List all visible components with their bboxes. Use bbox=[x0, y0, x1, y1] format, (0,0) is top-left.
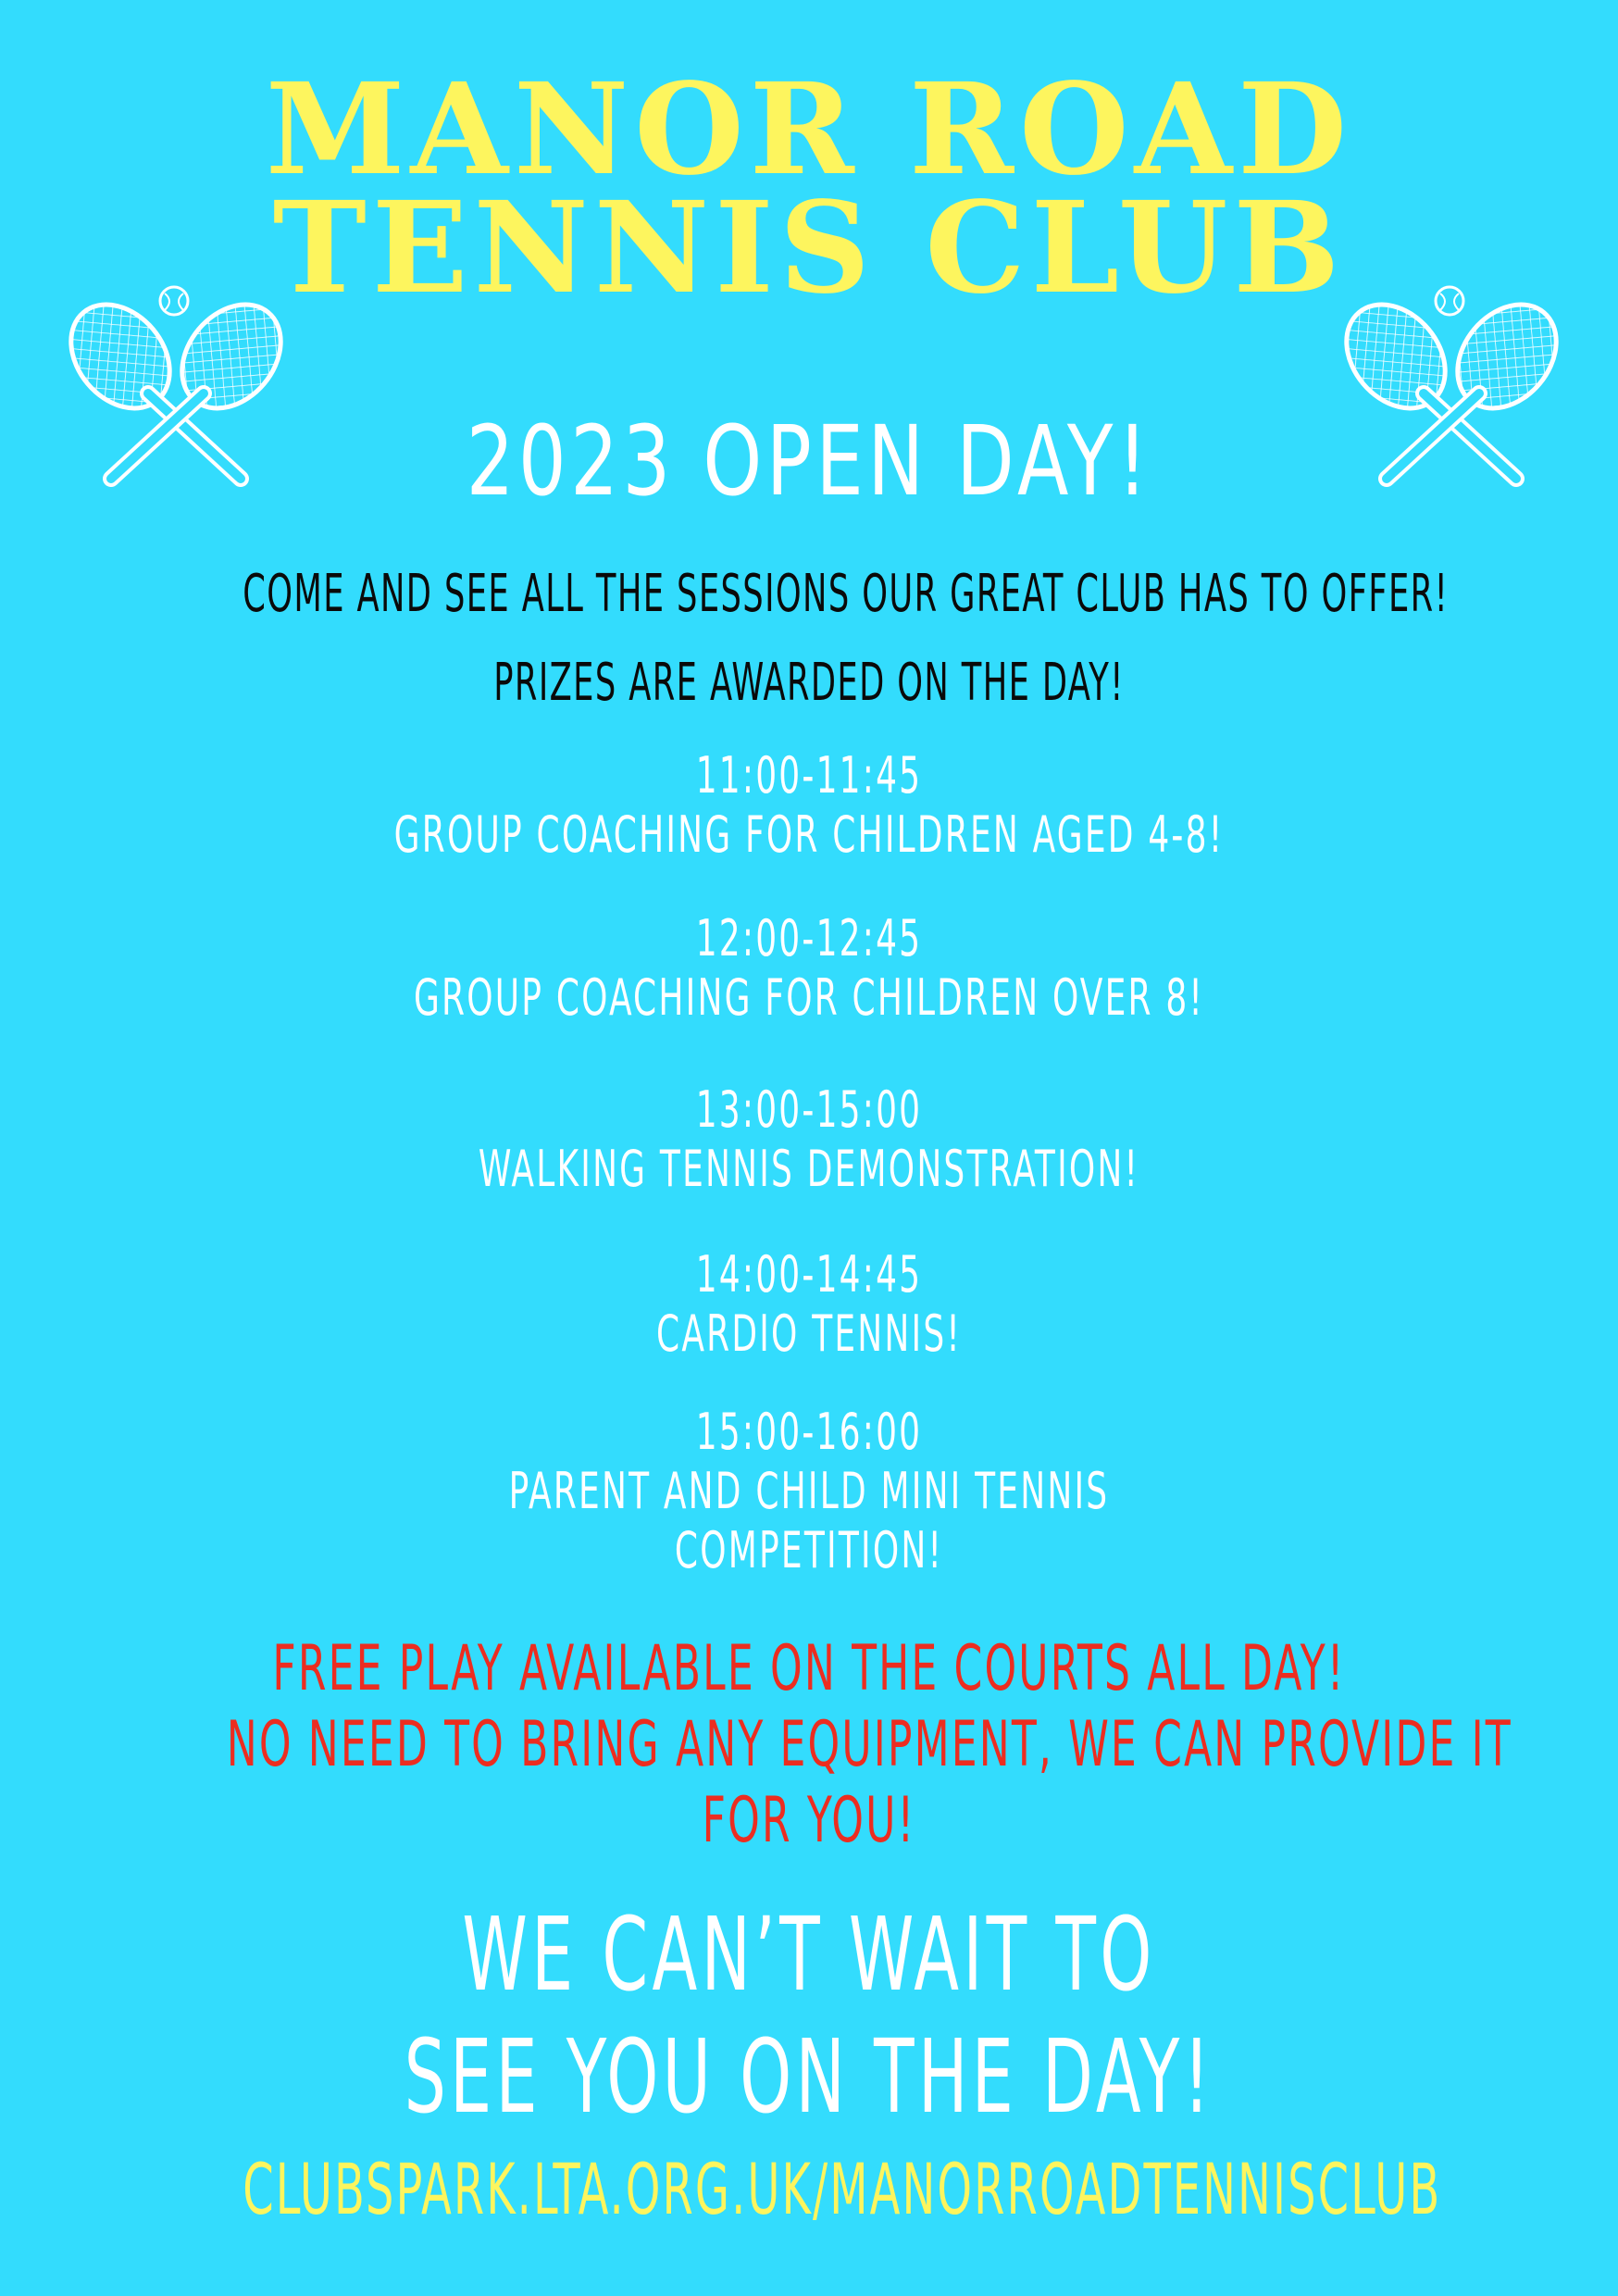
session-item bbox=[0, 746, 1618, 865]
session-time: 15:00-16:00 bbox=[695, 1403, 923, 1461]
session-title: GROUP COACHING FOR CHILDREN AGED 4-8! bbox=[393, 805, 1225, 864]
closing-line-2: SEE YOU ON THE DAY! bbox=[404, 2017, 1214, 2136]
session-title: GROUP COACHING FOR CHILDREN OVER 8! bbox=[413, 968, 1205, 1027]
intro-text: COME AND SEE ALL THE SESSIONS OUR GREAT CLUB HAS TO OFFER! bbox=[243, 564, 1450, 624]
open-day-headline: 2023 OPEN DAY! bbox=[466, 405, 1152, 518]
free-play-line-1: FREE PLAY AVAILABLE ON THE COURTS ALL DAY! bbox=[272, 1632, 1346, 1705]
prizes-text: PRIZES ARE AWARDED ON THE DAY! bbox=[493, 653, 1125, 713]
club-website-link[interactable]: CLUBSPARK.LTA.ORG.UK/MANORROADTENNISCLUB bbox=[243, 2148, 1442, 2230]
session-title: WALKING TENNIS DEMONSTRATION! bbox=[478, 1140, 1140, 1198]
club-title-line-1: MANOR ROAD bbox=[265, 56, 1353, 204]
free-play-notice bbox=[0, 1631, 1618, 1859]
session-item bbox=[0, 1403, 1618, 1580]
closing-line-1: WE CAN’T WAIT TO bbox=[462, 1895, 1156, 2014]
session-time: 13:00-15:00 bbox=[695, 1080, 923, 1139]
session-time: 11:00-11:45 bbox=[695, 746, 923, 805]
free-play-line-2: NO NEED TO BRING ANY EQUIPMENT, WE CAN PROVIDE IT bbox=[226, 1708, 1512, 1781]
session-time: 14:00-14:45 bbox=[695, 1245, 923, 1304]
session-item bbox=[0, 909, 1618, 1028]
club-title-line-2: TENNIS CLUB bbox=[272, 174, 1346, 322]
session-title: CARDIO TENNIS! bbox=[655, 1304, 962, 1363]
free-play-line-3: FOR YOU! bbox=[702, 1784, 916, 1857]
closing-message bbox=[0, 1893, 1618, 2138]
session-title-line-2: COMPETITION! bbox=[674, 1521, 944, 1579]
session-item bbox=[0, 1245, 1618, 1364]
session-time: 12:00-12:45 bbox=[695, 909, 923, 967]
session-item bbox=[0, 1080, 1618, 1199]
session-title-line-1: PARENT AND CHILD MINI TENNIS bbox=[508, 1462, 1110, 1520]
